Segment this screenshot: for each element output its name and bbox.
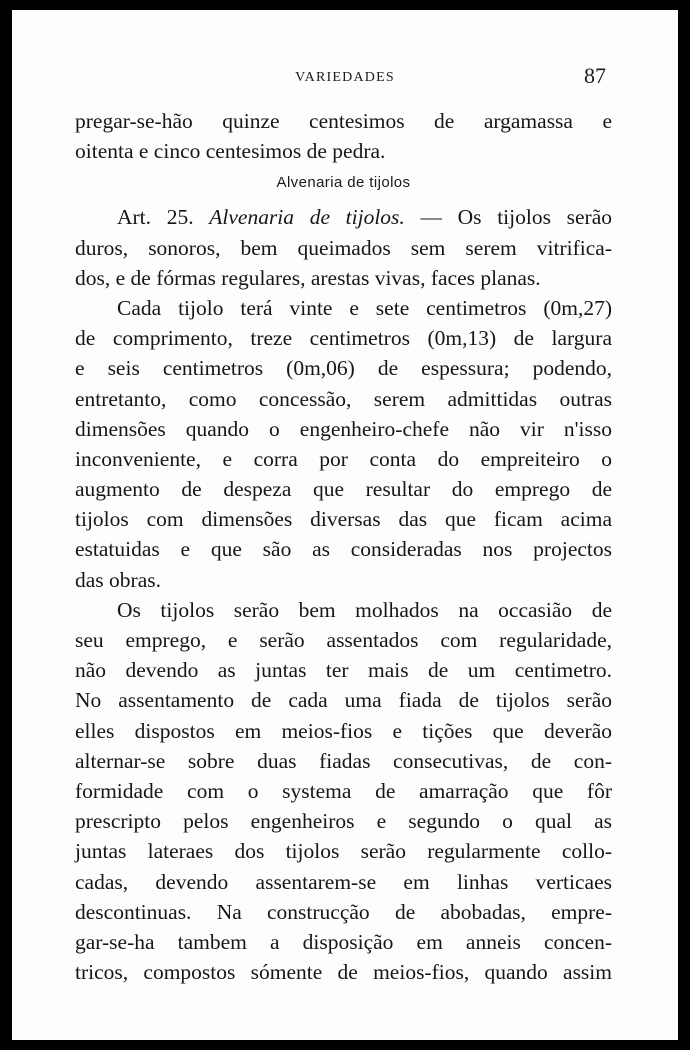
- article-first-line: [75, 202, 612, 232]
- text-line: não devendo as juntas ter mais de um centimetro.: [75, 658, 612, 683]
- text-line: e seis centimetros (0m,06) de espessura; podendo,: [75, 356, 612, 381]
- body-text: [75, 106, 612, 987]
- text-line: pregar-se-hão quinze centesimos de argamassa e: [75, 109, 612, 133]
- text-line: dimensões quando o engenheiro-chefe não vir n'isso: [75, 416, 612, 441]
- text-line: alternar-se sobre duas fiadas consecutivas, de con-: [75, 748, 612, 773]
- article-number: Art. 25.: [117, 205, 194, 230]
- text-line: No assentamento de cada uma fiada de tijolos serão: [75, 688, 612, 713]
- text-line: inconveniente, e corra por conta do empreiteiro o: [75, 446, 612, 471]
- text-line: tricos, compostos sómente de meios-fios, quando assim: [75, 960, 612, 985]
- article-title: Alvenaria de tijolos.: [209, 205, 405, 230]
- text-line: prescripto pelos engenheiros e segundo o qual as: [75, 809, 612, 834]
- text-line: dos, e de fórmas regulares, arestas vivas, faces planas.: [75, 265, 541, 290]
- article-text: — Os tijolos serão: [420, 205, 612, 230]
- text-line: formidade com o systema de amarração que fôr: [75, 778, 612, 803]
- text-line: estatuidas e que são as consideradas nos projectos: [75, 537, 612, 562]
- text-line: gar-se-ha tambem a disposição em anneis concen-: [75, 929, 612, 954]
- text-line: elles dispostos em meios-fios e tições que deverão: [75, 718, 612, 743]
- text-line: seu emprego, e serão assentados com regularidade,: [75, 628, 612, 652]
- text-line: descontinuas. Na construcção de abobadas, empre-: [75, 899, 612, 924]
- running-header: [12, 62, 678, 92]
- section-heading: Alvenaria de tijolos: [276, 174, 411, 192]
- text-line: Os tijolos serão bem molhados na occasião de: [117, 597, 612, 622]
- book-page: [12, 10, 678, 1040]
- text-line: oitenta e cinco centesimos de pedra.: [75, 139, 386, 164]
- text-line: tijolos com dimensões diversas das que ficam acima: [75, 507, 612, 532]
- text-line: duros, sonoros, bem queimados sem serem vitrifica-: [75, 235, 612, 260]
- text-line: de comprimento, treze centimetros (0m,13) de largura: [75, 326, 612, 351]
- text-line: juntas lateraes dos tijolos serão regularmente collo-: [75, 839, 612, 864]
- text-line: Cada tijolo terá vinte e sete centimetros (0m,27): [117, 295, 612, 320]
- text-line: entretanto, como concessão, serem admittidas outras: [75, 386, 612, 411]
- page-number: 87: [584, 63, 606, 88]
- text-line: augmento de despeza que resultar do emprego de: [75, 477, 612, 502]
- text-line: das obras.: [75, 567, 161, 592]
- running-title: VARIEDADES: [295, 70, 395, 85]
- text-line: cadas, devendo assentarem-se em linhas verticaes: [75, 869, 612, 894]
